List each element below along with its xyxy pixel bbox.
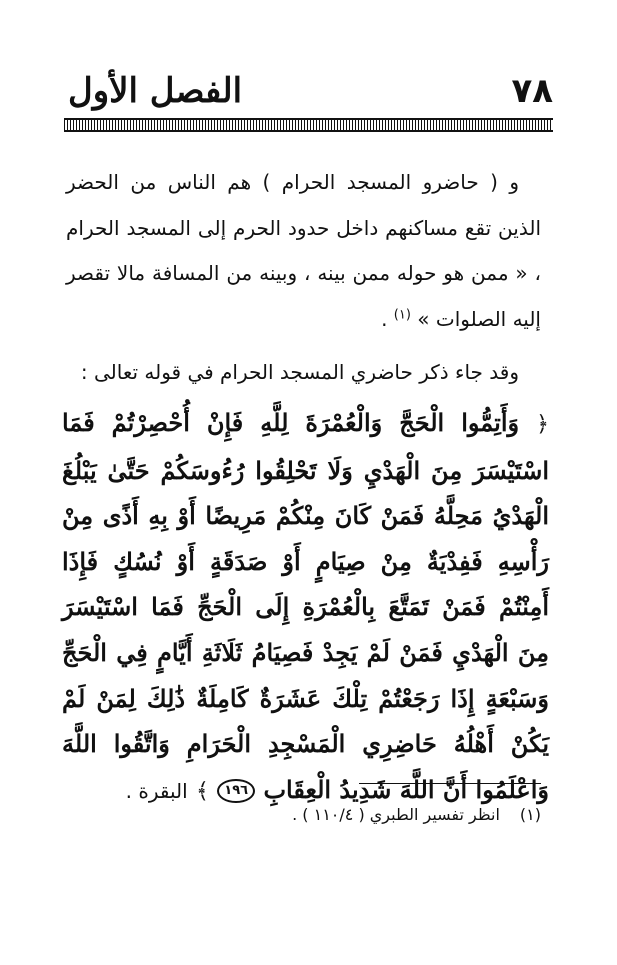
quran-verse-text: وَأَتِمُّوا الْحَجَّ وَالْعُمْرَةَ لِلَّهِ فَإِنْ أُحْصِرْتُمْ فَمَا اسْتَيْسَرَ مِنَ الْهَدْيِ وَلَا تَحْلِقُوا رُءُوسَكُمْ حَتَّىٰ يَبْلُغَ الْهَدْيُ مَحِلَّهُ فَمَنْ كَانَ مِنْكُمْ مَرِيضًا أَوْ بِهِ أَذًى مِنْ رَأْسِهِ فَفِدْيَةٌ مِنْ صِيَامٍ أَوْ صَدَقَةٍ أَوْ نُسُكٍ فَإِذَا أَمِنْتُمْ فَمَنْ تَمَتَّعَ بِالْعُمْرَةِ إِلَى الْحَجِّ فَمَا اسْتَيْسَرَ مِنَ الْهَدْيِ فَمَنْ لَمْ يَجِدْ فَصِيَامُ ثَلَاثَةِ أَيَّامٍ فِي الْحَجِّ وَسَبْعَةٍ إِذَا رَجَعْتُمْ تِلْكَ عَشَرَةٌ كَامِلَةٌ ذَٰلِكَ لِمَنْ لَمْ يَكُنْ أَهْلُهُ حَاضِرِي الْمَسْجِدِ الْحَرَامِ وَاتَّقُوا اللَّهَ وَاعْلَمُوا أَنَّ اللَّهَ شَدِيدُ الْعِقَابِ bbox=[62, 408, 549, 804]
footnote-number: (١) bbox=[519, 805, 541, 824]
body-text bbox=[66, 160, 541, 396]
paragraph-2: وقد جاء ذكر حاضري المسجد الحرام في قوله تعالى : bbox=[80, 360, 519, 384]
chapter-title: الفصل الأول bbox=[68, 71, 243, 111]
paragraph-1 bbox=[66, 160, 541, 342]
footnote-text: انظر تفسير الطبري ( ١١٠/٤ ) . bbox=[292, 805, 500, 824]
paragraph-1-end: . bbox=[381, 306, 394, 331]
footnote-divider bbox=[359, 783, 541, 784]
ayah-number-marker: ١٩٦ bbox=[217, 779, 255, 803]
surah-reference: البقرة . bbox=[125, 778, 188, 803]
page-header bbox=[64, 70, 553, 116]
footnote-reference: (١) bbox=[393, 306, 411, 322]
quran-close-bracket: ﴾ bbox=[196, 778, 209, 804]
paragraph-1-text: و ( حاضرو المسجد الحرام ) هم الناس من الحضر الذين تقع مساكنهم داخل حدود الحرم إلى المسجد الحرام ، « ممن هو حوله ممن بينه ، وبينه من المسافة مالا تقصر إليه الصلوات » bbox=[66, 170, 541, 331]
header-divider bbox=[64, 118, 553, 132]
quran-open-bracket: ﴿ bbox=[536, 412, 549, 437]
quran-verse bbox=[62, 400, 549, 814]
footnote bbox=[66, 800, 541, 830]
page-number: ٧٨ bbox=[511, 71, 553, 111]
